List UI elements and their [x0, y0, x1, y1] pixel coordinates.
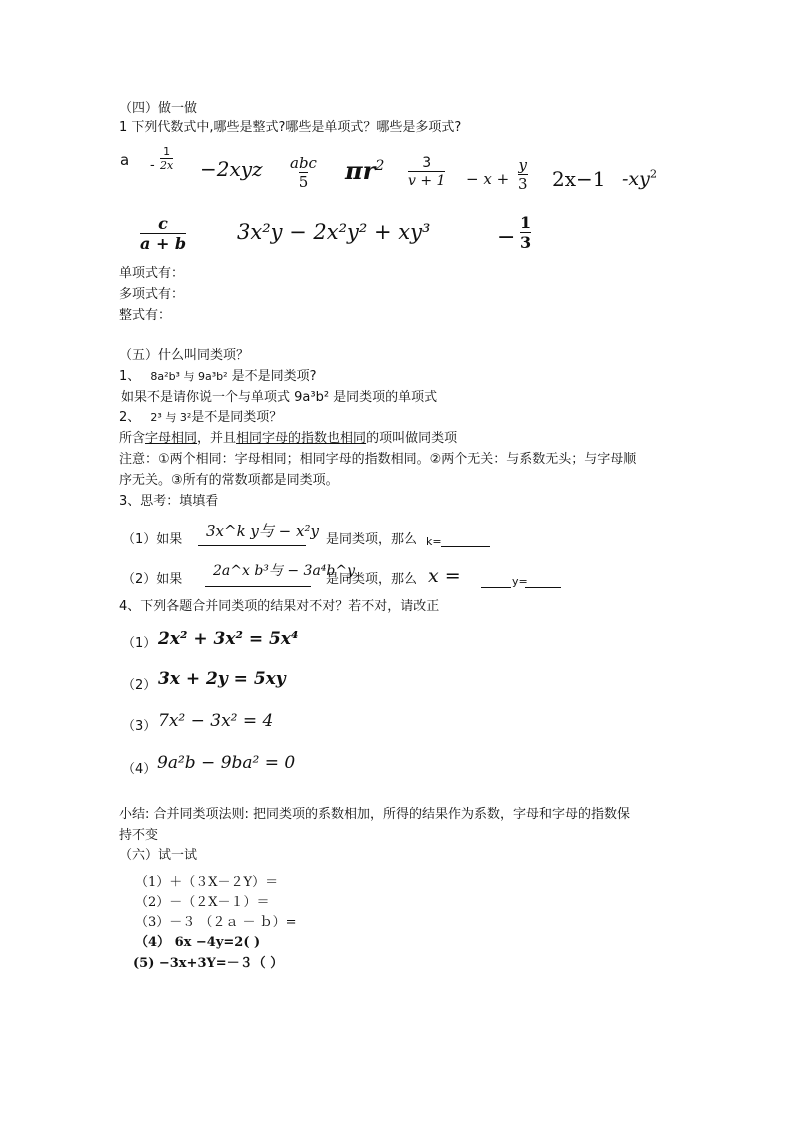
try-item-5: (5) −3x+3Y=－３（ ） [133, 956, 284, 971]
answer-blank-k[interactable] [441, 546, 490, 547]
label-a: a [120, 151, 130, 169]
section5-q1-follow: 如果不是请你说一个与单项式 9a³b² 是同类项的单项式 [121, 390, 438, 405]
try-item-2: （2）－（２X－１）＝ [135, 895, 270, 910]
section6-heading: （六）试一试 [119, 848, 198, 863]
def-underline-2: 相同字母的指数也相同 [236, 431, 367, 446]
p2-text: 是同类项，那么 [326, 572, 418, 587]
def-underline-1: 字母相同 [145, 431, 198, 446]
denominator: 3 [520, 232, 532, 252]
monomial-label: 单项式有： [119, 266, 185, 281]
question-1: 1 下列代数式中,哪些是整式?哪些是单项式？哪些是多项式? [119, 120, 462, 135]
minus-sign: - [150, 158, 155, 173]
item-4-expr: 9a²b − 9ba² = 0 [157, 753, 296, 773]
item-3-expr: 7x² − 3x² = 4 [158, 711, 274, 731]
integral-label: 整式有： [119, 308, 172, 323]
denominator: 2x [160, 159, 174, 173]
expr-pi-r-squared: $\pi r^2$ [345, 156, 385, 185]
p2-var-x: x = [428, 565, 461, 587]
denominator: a + b [140, 233, 187, 253]
item-3-label: （3） [122, 719, 157, 734]
expr-minus-xy-squared: $-xy^2$ [622, 166, 658, 190]
p2-label: （2）如果 [122, 572, 183, 587]
p2-expr-underline [205, 586, 311, 587]
p1-label: （1）如果 [122, 532, 183, 547]
q1-prefix: 1、 [119, 369, 141, 384]
section5-q2 [119, 410, 282, 426]
expr-y-over-3 [518, 157, 528, 193]
numerator: abc [290, 154, 317, 172]
pi-r-text: πr [345, 156, 376, 185]
section3-heading: 3、思考：填填看 [119, 494, 219, 509]
q2-prefix: 2、 [119, 410, 141, 425]
numerator: y [518, 156, 528, 174]
expr-2x-minus-1: 2x−1 [552, 167, 606, 191]
try-item-1: （1）＋（３X－２Y）＝ [135, 875, 279, 890]
p2-var-y: y= [512, 575, 528, 588]
expr-1-over-2x [160, 146, 173, 173]
expr-polynomial: 3x²y − 2x²y² + xy³ [237, 220, 431, 244]
expr-3-over-v-plus-1 [408, 156, 445, 189]
definition [119, 431, 457, 447]
section5-q1 [119, 369, 317, 385]
numerator: 1 [520, 213, 532, 232]
p1-text: 是同类项，那么 [326, 532, 418, 547]
try-item-3: （3）－３ （２ａ － ｂ）= [135, 915, 297, 930]
denominator: 3 [518, 174, 528, 193]
q2-expr: 2³ 与 3² [150, 411, 192, 424]
denominator: 5 [298, 172, 309, 191]
def-part1: 所含 [119, 431, 146, 446]
item-1-label: （1） [122, 636, 157, 651]
numerator: 1 [163, 145, 171, 158]
note-line-1: 注意：①两个相同：字母相同；相同字母的指数相同。②两个无关：与系数无头；与字母顺 [119, 452, 637, 467]
polynomial-label: 多项式有： [119, 287, 185, 302]
p1-expr-underline [198, 545, 306, 546]
expr-minus-1-over-3 [520, 214, 531, 252]
expr-2xyz: −2xyz [200, 157, 263, 181]
numerator: c [158, 214, 168, 233]
denominator: v + 1 [408, 173, 446, 190]
p2-expr: 2a^x b³与 − 3a⁴b^y [213, 563, 356, 579]
expr-abc-over-5 [290, 155, 317, 191]
summary-line-2: 持不变 [119, 828, 159, 843]
answer-blank-y[interactable] [525, 587, 561, 588]
numerator: 3 [422, 155, 432, 171]
item-2-label: （2） [122, 678, 157, 693]
minus-sign-2: − [497, 225, 516, 250]
note-line-2: 序无关。③所有的常数项都是同类项。 [119, 473, 339, 488]
expr-c-over-a-plus-b [140, 215, 186, 253]
p1-var-k: k= [426, 535, 442, 548]
summary-line-1: 小结: 合并同类项法则: 把同类项的系数相加，所得的结果作为系数，字母和字母的指数保 [119, 807, 631, 822]
q1-expr: 8a²b³ 与 9a³b² [150, 370, 228, 383]
def-part2: ，并且 [197, 431, 237, 446]
section5-heading: （五）什么叫同类项？ [119, 348, 250, 363]
try-item-4: （4） 6x −4y=2( ) [135, 935, 261, 950]
item-4-label: （4） [122, 762, 157, 777]
expr-minus-x-plus: − x + [466, 170, 510, 188]
item-2-expr: 3x + 2y = 5xy [158, 669, 286, 689]
section4b-heading: 4、下列各题合并同类项的结果对不对？若不对，请改正 [119, 599, 440, 614]
def-part3: 的项叫做同类项 [366, 431, 458, 446]
q2-text: 是不是同类项？ [191, 410, 283, 425]
p1-expr: 3x^k y与 − x²y [206, 522, 319, 540]
answer-blank-x[interactable] [481, 587, 511, 588]
xy-text: -xy [622, 168, 650, 190]
q1-text: 是不是同类项? [227, 369, 317, 384]
item-1-expr: 2x² + 3x² = 5x⁴ [158, 629, 299, 649]
section4-heading: （四）做一做 [119, 101, 198, 116]
